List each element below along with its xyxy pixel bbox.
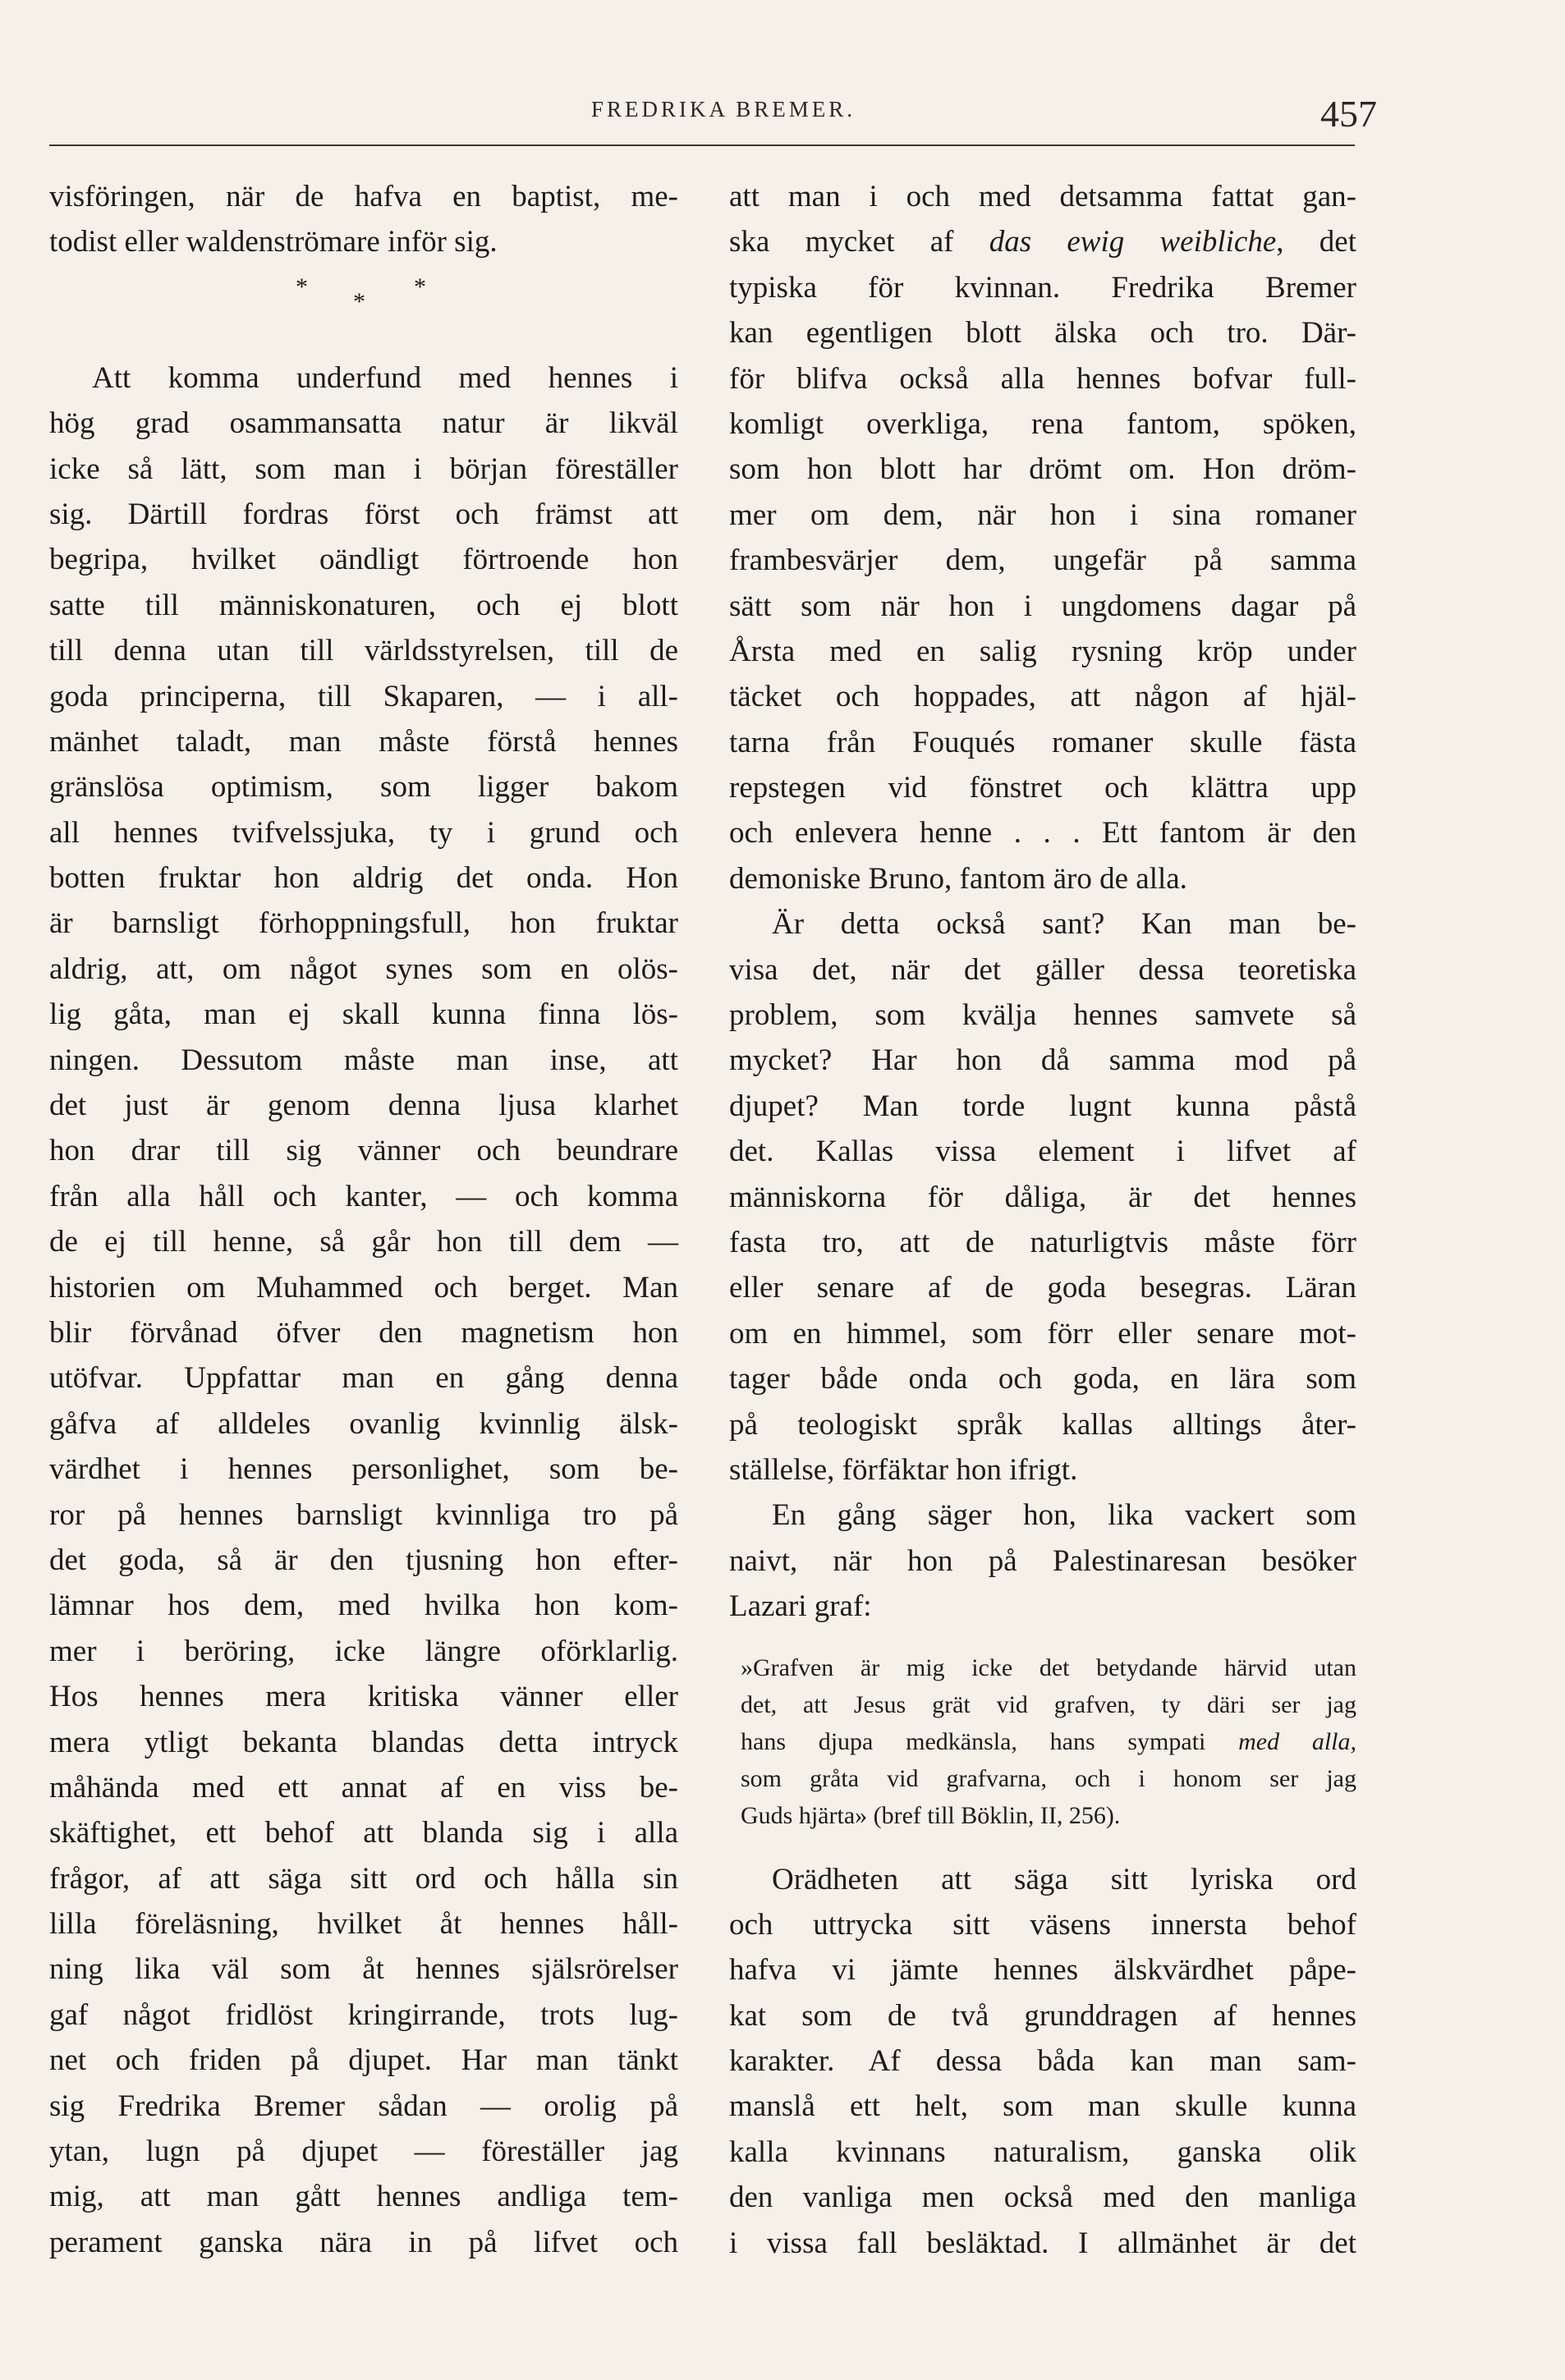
italic-phrase: das ewig weibliche bbox=[989, 225, 1277, 259]
text-line: sätt som när hon i ungdomens dagar på bbox=[729, 589, 1356, 623]
text-line: mig, att man gått hennes andliga tem- bbox=[49, 2180, 678, 2214]
star: * bbox=[296, 273, 308, 300]
text-line: täcket och hoppades, att någon af hjäl- bbox=[729, 680, 1356, 714]
text-line: ställelse, förfäktar hon ifrigt. bbox=[729, 1452, 1078, 1487]
text-line: tager både onda och goda, en lära som bbox=[729, 1362, 1356, 1396]
quote-line: »Grafven är mig icke det betydande härvid utan bbox=[741, 1653, 1356, 1681]
text-line: net och friden på djupet. Har man tänkt bbox=[49, 2043, 678, 2078]
text-line: djupet? Man torde lugnt kunna påstå bbox=[729, 1089, 1356, 1123]
text-line: naivt, när hon på Palestinaresan besöker bbox=[729, 1543, 1356, 1578]
text-line: de ej till henne, så går hon till dem — bbox=[49, 1225, 678, 1259]
text-line: ningen. Dessutom måste man inse, att bbox=[49, 1043, 678, 1077]
text-line: för blifva också alla hennes bofvar full- bbox=[729, 361, 1356, 396]
italic-phrase: med alla, bbox=[1238, 1727, 1356, 1755]
text-line: kan egentligen blott älska och tro. Där- bbox=[729, 316, 1356, 351]
text-fragment: , det bbox=[1276, 225, 1356, 259]
text-line: hög grad osammansatta natur är likväl bbox=[49, 406, 678, 441]
text-line: ning lika väl som åt hennes själsrörelser bbox=[49, 1952, 678, 1987]
page-header bbox=[49, 93, 1377, 146]
running-head: FREDRIKA BREMER. bbox=[591, 97, 856, 122]
text-line: det just är genom denna ljusa klarhet bbox=[49, 1089, 678, 1123]
text-line: är barnsligt förhoppningsfull, hon fruktar bbox=[49, 906, 678, 941]
text-line: En gång säger hon, lika vackert som bbox=[772, 1498, 1356, 1533]
text-line: Årsta med en salig rysning kröp under bbox=[729, 634, 1356, 668]
text-line: mycket? Har hon då samma mod på bbox=[729, 1043, 1356, 1078]
text-line: lig gåta, man ej skall kunna finna lös- bbox=[49, 997, 678, 1032]
text-line: blir förvånad öfver den magnetism hon bbox=[49, 1315, 678, 1350]
text-line: tarna från Fouqués romaner skulle fästa bbox=[729, 725, 1356, 759]
text-line: mer om dem, när hon i sina romaner bbox=[729, 498, 1356, 532]
text-line: den vanliga men också med den manliga bbox=[729, 2181, 1356, 2215]
page-number: 457 bbox=[1320, 93, 1377, 135]
text-line: Är detta också sant? Kan man be- bbox=[772, 907, 1356, 942]
text-line: skäftighet, ett behof att blanda sig i alla bbox=[49, 1816, 678, 1850]
star: * bbox=[414, 273, 426, 300]
text-line: mänhet taladt, man måste förstå hennes bbox=[49, 724, 678, 759]
text-line: problem, som kvälja hennes samvete så bbox=[729, 998, 1356, 1033]
text-line: mera ytligt bekanta blandas detta intryck bbox=[49, 1725, 678, 1759]
text-line: frambesvärjer dem, ungefär på samma bbox=[729, 543, 1356, 578]
text-line: måhända med ett annat af en viss be- bbox=[49, 1770, 678, 1804]
text-line: perament ganska nära in på lifvet och bbox=[49, 2225, 678, 2259]
text-line: ytan, lugn på djupet — föreställer jag bbox=[49, 2135, 678, 2169]
text-line: hafva vi jämte hennes älskvärdhet påpe- bbox=[729, 1953, 1356, 1988]
text-line: gaf något fridlöst kringirrande, trots lug- bbox=[49, 1997, 678, 2032]
left-column bbox=[49, 174, 678, 2265]
text-line: till denna utan till världsstyrelsen, till de bbox=[49, 634, 678, 668]
text-line: gåfva af alldeles ovanlig kvinnlig älsk- bbox=[49, 1406, 678, 1441]
text-line: demoniske Bruno, fantom äro de alla. bbox=[729, 861, 1187, 896]
text-line: satte till människonaturen, och ej blott bbox=[49, 588, 678, 622]
text-fragment: hans djupa medkänsla, hans sympati bbox=[741, 1727, 1239, 1755]
text-line: lilla föreläsning, hvilket åt hennes håll- bbox=[49, 1907, 678, 1942]
text-line: på teologiskt språk kallas alltings åter- bbox=[729, 1407, 1356, 1442]
text-line: typiska för kvinnan. Fredrika Bremer bbox=[729, 270, 1356, 305]
text-line: all hennes tvifvelssjuka, ty i grund och bbox=[49, 815, 678, 850]
quote-line bbox=[741, 1723, 1356, 1760]
text-line: frågor, af att säga sitt ord och hålla sin bbox=[49, 1861, 678, 1896]
section-break-stars bbox=[49, 265, 678, 355]
text-line: komligt overkliga, rena fantom, spöken, bbox=[729, 406, 1356, 441]
text-line: Hos hennes mera kritiska vänner eller bbox=[49, 1680, 678, 1714]
text-line: aldrig, att, om något synes som en olös- bbox=[49, 952, 678, 986]
text-line: sig Fredrika Bremer sådan — orolig på bbox=[49, 2089, 678, 2123]
text-line: det. Kallas vissa element i lifvet af bbox=[729, 1135, 1356, 1169]
text-line: om en himmel, som förr eller senare mot- bbox=[729, 1316, 1356, 1351]
text-line: som hon blott har drömt om. Hon dröm- bbox=[729, 452, 1356, 487]
text-line: mer i beröring, icke längre oförklarlig. bbox=[49, 1634, 678, 1668]
text-line: manslå ett helt, som man skulle kunna bbox=[729, 2089, 1356, 2124]
text-line: sig. Därtill fordras först och främst att bbox=[49, 497, 678, 531]
text-line: och enlevera henne . . . Ett fantom är den bbox=[729, 816, 1356, 851]
text-line: värdhet i hennes personlighet, som be- bbox=[49, 1452, 678, 1487]
text-line: hon drar till sig vänner och beundrare bbox=[49, 1134, 678, 1168]
text-line: kat som de två grunddragen af hennes bbox=[729, 1998, 1356, 2033]
quote-line: Guds hjärta» (bref till Böklin, II, 256). bbox=[741, 1801, 1121, 1829]
text-line: Orädheten att säga sitt lyriska ord bbox=[772, 1862, 1356, 1896]
text-line: från alla håll och kanter, — och komma bbox=[49, 1179, 678, 1213]
text-line: och uttrycka sitt väsens innersta behof bbox=[729, 1907, 1356, 1942]
text-line: eller senare af de goda besegras. Läran bbox=[729, 1271, 1356, 1305]
text-line: goda principerna, till Skaparen, — i all- bbox=[49, 679, 678, 713]
text-line: lämnar hos dem, med hvilka hon kom- bbox=[49, 1589, 678, 1623]
text-line: att man i och med detsamma fattat gan- bbox=[729, 180, 1356, 213]
header-rule bbox=[49, 144, 1355, 146]
text-line: karakter. Af dessa båda kan man sam- bbox=[729, 2044, 1356, 2079]
text-line bbox=[729, 219, 1356, 264]
text-line: botten fruktar hon aldrig det onda. Hon bbox=[49, 861, 678, 896]
text-line: fasta tro, att de naturligtvis måste förr bbox=[729, 1225, 1356, 1259]
star: * bbox=[353, 287, 365, 315]
text-line: gränslösa optimism, som ligger bakom bbox=[49, 770, 678, 805]
text-line: visa det, när det gäller dessa teoretiska bbox=[729, 952, 1356, 987]
text-line: människorna för dåliga, är det hennes bbox=[729, 1180, 1356, 1214]
text-line: kalla kvinnans naturalism, ganska olik bbox=[729, 2135, 1356, 2169]
text-line: repstegen vid fönstret och klättra upp bbox=[729, 771, 1356, 805]
block-quote bbox=[741, 1649, 1356, 1834]
text-line: begripa, hvilket oändligt förtroende hon bbox=[49, 543, 678, 577]
text-line: todist eller waldenströmare inför sig. bbox=[49, 225, 498, 259]
text-line: visföringen, när de hafva en baptist, me- bbox=[49, 180, 678, 213]
text-line: icke så lätt, som man i början föreställer bbox=[49, 452, 678, 486]
text-line: Att komma underfund med hennes i bbox=[92, 360, 678, 395]
text-line: utöfvar. Uppfattar man en gång denna bbox=[49, 1361, 678, 1396]
text-line: i vissa fall besläktad. I allmänhet är det bbox=[729, 2226, 1356, 2260]
right-column bbox=[729, 174, 1356, 2266]
text-line: historien om Muhammed och berget. Man bbox=[49, 1270, 678, 1305]
text-line: Lazari graf: bbox=[729, 1589, 872, 1624]
text-fragment: ska mycket af bbox=[729, 225, 989, 259]
text-line: ror på hennes barnsligt kvinnliga tro på bbox=[49, 1497, 678, 1532]
quote-line: som gråta vid grafvarna, och i honom ser jag bbox=[741, 1764, 1356, 1792]
quote-line: det, att Jesus grät vid grafven, ty däri ser jag bbox=[741, 1690, 1356, 1718]
text-line: det goda, så är den tjusning hon efter- bbox=[49, 1543, 678, 1577]
